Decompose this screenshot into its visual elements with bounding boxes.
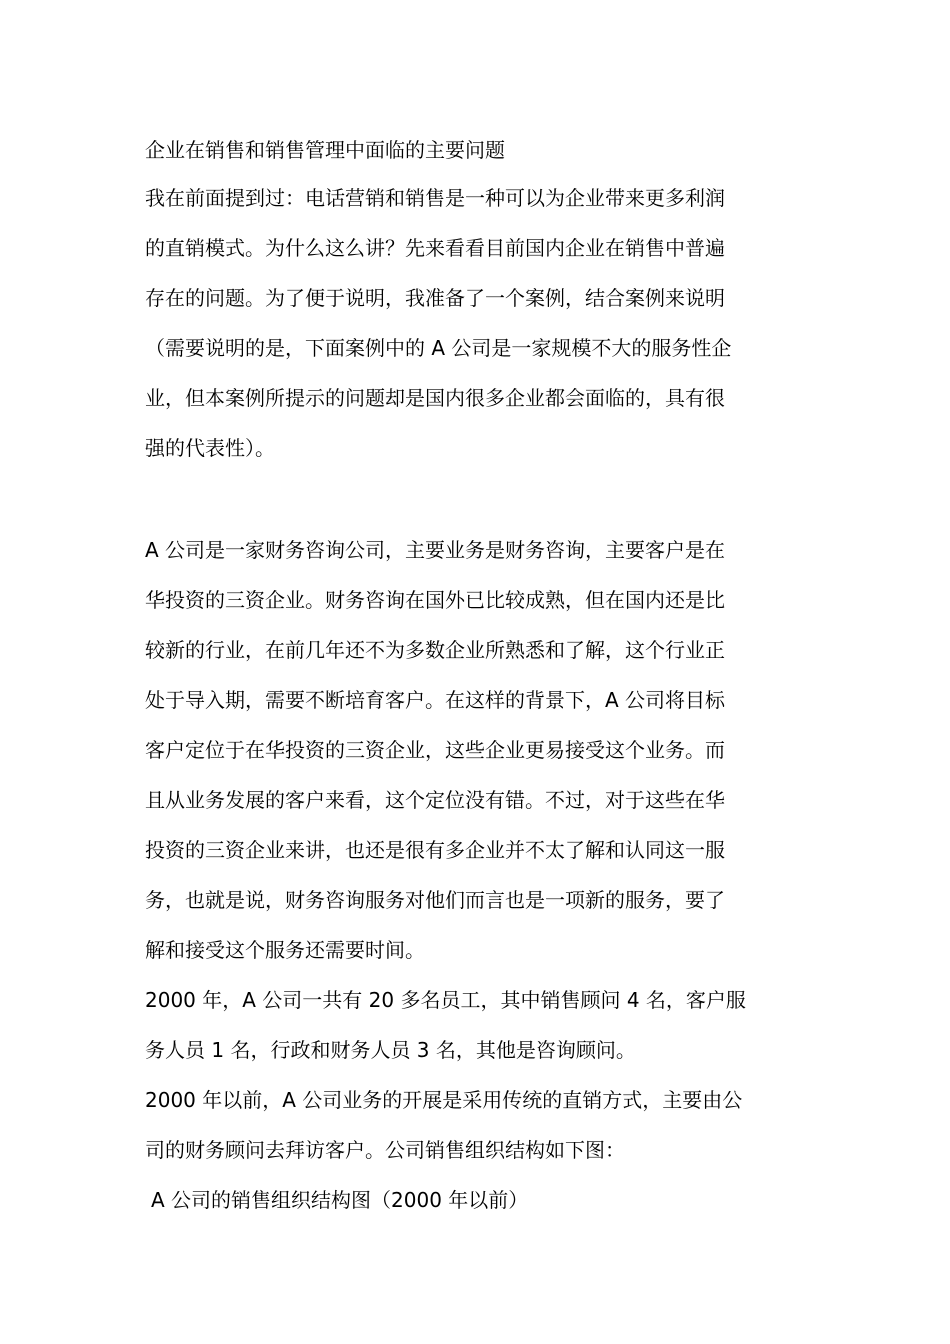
text-line: 司的财务顾问去拜访客户。公司销售组织结构如下图：	[145, 1138, 625, 1162]
text-line: 务，也就是说，财务咨询服务对他们而言也是一项新的服务，要了	[145, 888, 725, 912]
text-line: 解和接受这个服务还需要时间。	[145, 938, 425, 962]
text-line: 我在前面提到过：电话营销和销售是一种可以为企业带来更多利润	[145, 186, 725, 210]
paragraph-company-background	[145, 525, 810, 975]
text-line: 存在的问题。为了便于说明，我准备了一个案例，结合案例来说明	[145, 286, 725, 310]
text-line: 业，但本案例所提示的问题却是国内很多企业都会面临的，具有很	[145, 386, 725, 410]
text-line: 客户定位于在华投资的三资企业，这些企业更易接受这个业务。而	[145, 738, 725, 762]
text-line: 的直销模式。为什么这么讲？先来看看目前国内企业在销售中普遍	[145, 236, 725, 260]
text-line: 处于导入期，需要不断培育客户。在这样的背景下，A 公司将目标	[145, 688, 726, 712]
figure-caption: A 公司的销售组织结构图（2000 年以前）	[151, 1188, 529, 1212]
paragraph-sales-approach	[145, 1075, 810, 1175]
text-line: 强的代表性）。	[145, 436, 275, 460]
text-line: （需要说明的是，下面案例中的 A 公司是一家规模不大的服务性企	[145, 336, 732, 360]
document-body	[145, 127, 810, 1225]
paragraph-staffing	[145, 975, 810, 1075]
text-line: 华投资的三资企业。财务咨询在国外已比较成熟，但在国内还是比	[145, 588, 725, 612]
text-line: 务人员 1 名，行政和财务人员 3 名，其他是咨询顾问。	[145, 1038, 636, 1062]
text-line: 且从业务发展的客户来看，这个定位没有错。不过，对于这些在华	[145, 788, 725, 812]
paragraph-intro	[145, 173, 810, 473]
text-line: 较新的行业，在前几年还不为多数企业所熟悉和了解，这个行业正	[145, 638, 725, 662]
text-line: 投资的三资企业来讲，也还是很有多企业并不太了解和认同这一服	[145, 838, 725, 862]
text-line: 2000 年，A 公司一共有 20 多名员工，其中销售顾问 4 名，客户服	[145, 988, 746, 1012]
document-title: 企业在销售和销售管理中面临的主要问题	[145, 138, 505, 162]
text-line: A 公司是一家财务咨询公司，主要业务是财务咨询，主要客户是在	[145, 538, 726, 562]
paragraph-spacer	[145, 473, 810, 525]
text-line: 2000 年以前，A 公司业务的开展是采用传统的直销方式，主要由公	[145, 1088, 743, 1112]
